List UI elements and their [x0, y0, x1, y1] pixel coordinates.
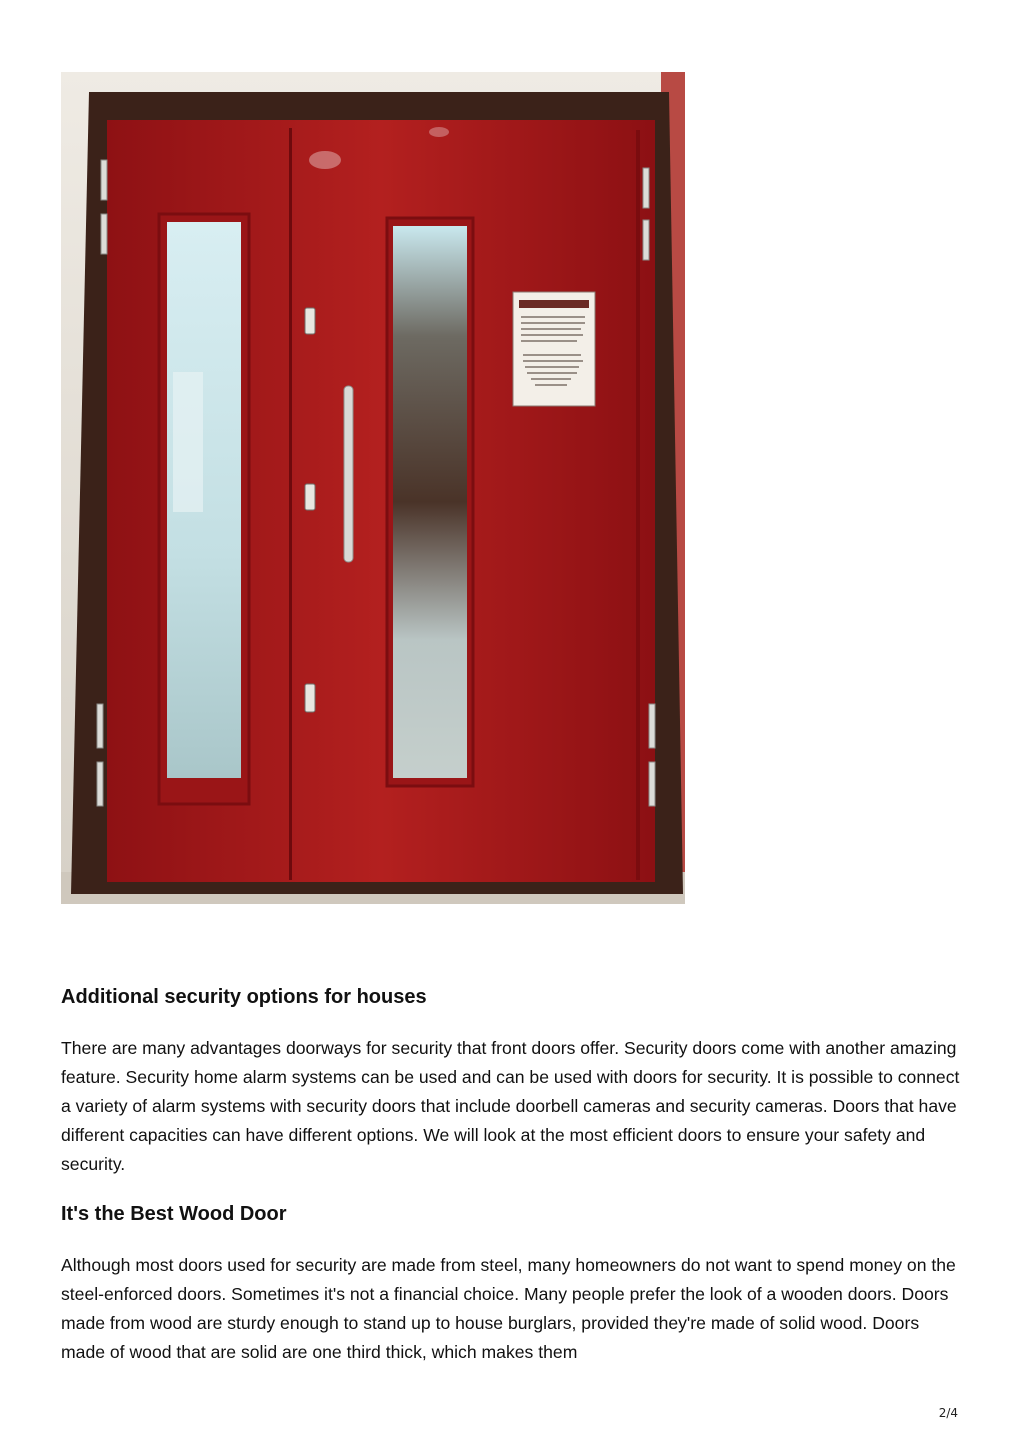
paragraph-additional-security: There are many advantages doorways for security that front doors offer. Security doors come with another amazing feature. Security home alarm systems can be used and can be used with doors for security. It is possible to connect a variety of alarm systems with security doors that include doorbell cameras and security cameras. Doors that have different capacities can have different options. We will look at the most efficient doors to ensure your safety and security.	[61, 1038, 960, 1174]
door-photo	[61, 72, 685, 904]
right-window-glass	[393, 226, 467, 778]
section-heading-best-wood-door: It's the Best Wood Door	[61, 1203, 287, 1225]
page-number: 2/4	[938, 1406, 958, 1420]
red-double-door-illustration	[61, 72, 685, 904]
paragraph-best-wood-door: Although most doors used for security are made from steel, many homeowners do not want to spend money on the steel-enforced doors. Sometimes it's not a financial choice. Many people prefer the look of a wooden doors. Doors made from wood are sturdy enough to stand up to house burglars, provided they're made of solid wood. Doors made of wood that are solid are one third thick, which makes them	[61, 1255, 956, 1362]
notice-sheet	[513, 292, 595, 406]
leaf-seam	[289, 128, 292, 880]
door-handle	[344, 386, 353, 562]
section-heading-additional-security: Additional security options for houses	[61, 986, 427, 1008]
